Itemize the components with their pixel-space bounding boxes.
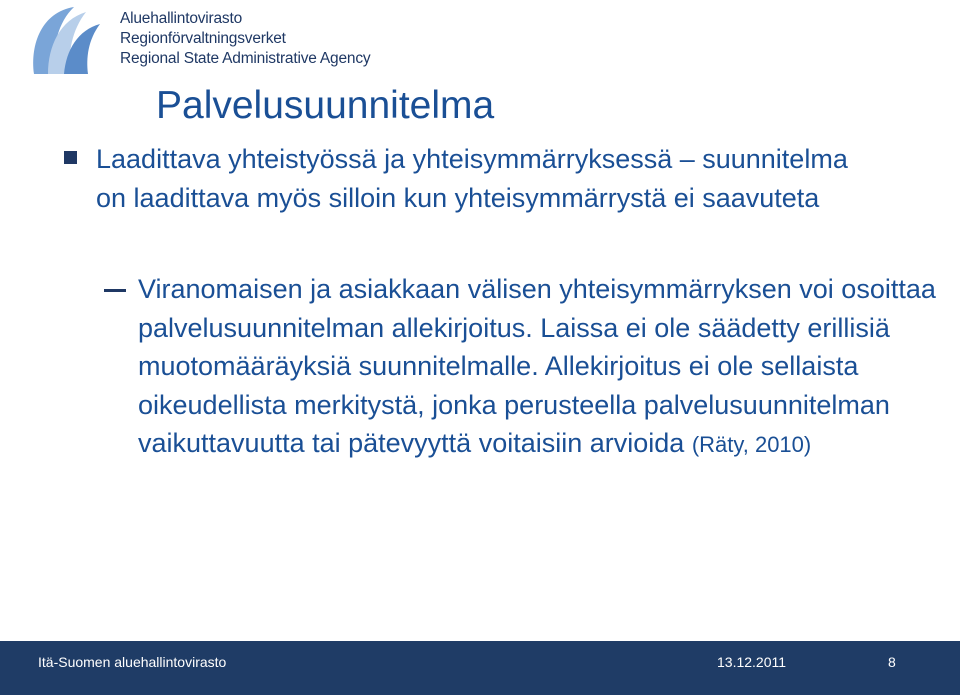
bullet-text: Laadittava yhteistyössä ja yhteisymmärryksessä – suunnitelma on laadittava myös silloin kun yhteisymmärrystä ei saavuteta [96, 144, 848, 213]
footer-organization: Itä-Suomen aluehallintovirasto [38, 654, 227, 670]
agency-name-swedish: Regionförvaltningsverket [120, 30, 286, 47]
footer-page-number: 8 [888, 654, 896, 670]
sub-bullet-text: Viranomaisen ja asiakkaan välisen yhteisymmärryksen voi osoittaa palvelusuunnitelman allekirjoitus. Laissa ei ole säädetty erillisiä muotomääräyksiä suunnitelmalle. Allekirjoitus ei ole sellaista oikeudellista merkitystä, jonka perusteella palvelusuunnitelman vaikuttavuutta tai pätevyyttä voitaisiin arvioida [138, 274, 936, 458]
agency-names [120, 9, 370, 69]
dash-bullet-icon [104, 289, 126, 292]
sub-bullet [138, 270, 938, 465]
citation: (Räty, 2010) [691, 432, 812, 457]
slide-title: Palvelusuunnitelma [156, 84, 495, 127]
footer-bar [0, 641, 960, 695]
agency-logo-icon [28, 4, 108, 80]
agency-name-english: Regional State Administrative Agency [120, 50, 371, 67]
footer-date: 13.12.2011 [717, 654, 787, 670]
agency-name-finnish: Aluehallintovirasto [120, 10, 242, 27]
square-bullet-icon [64, 151, 77, 164]
